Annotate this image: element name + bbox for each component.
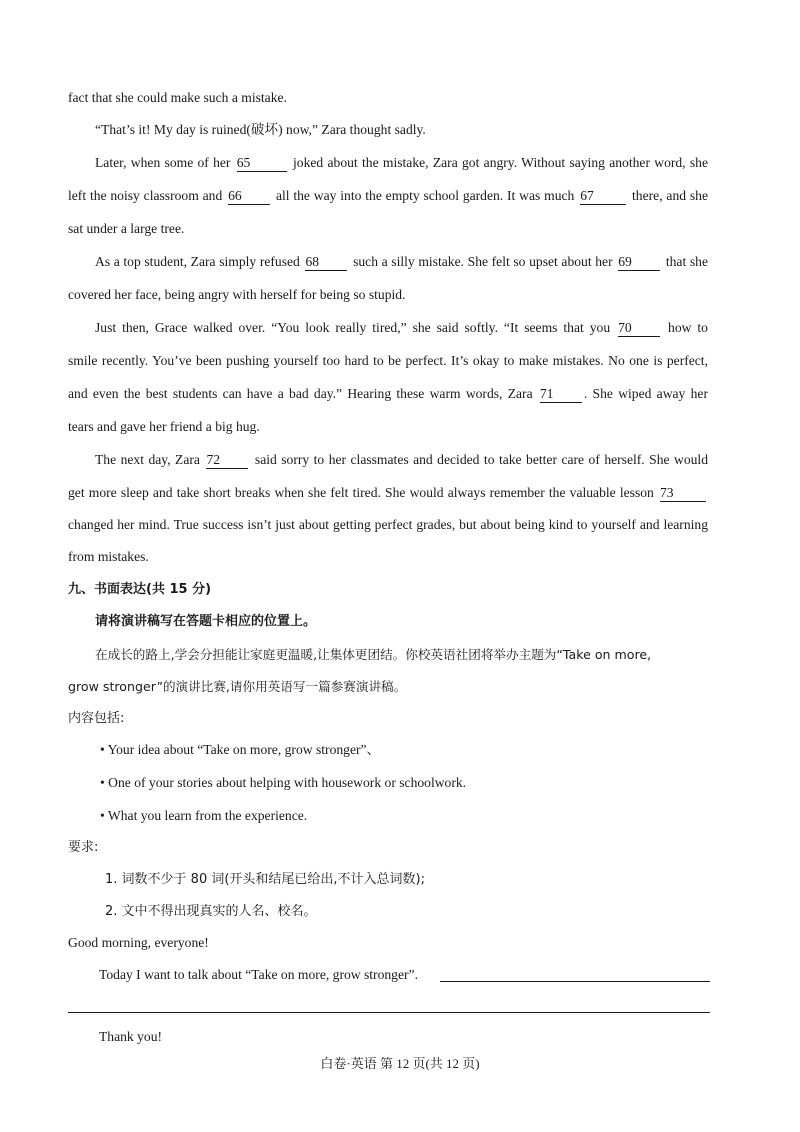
passage-text: covered her face, being angry with herself for being so stupid. bbox=[68, 287, 406, 302]
passage-text: “That’s it! My day is ruined(破坏) now,” Zara thought sadly. bbox=[95, 122, 426, 137]
passage-text: The next day, Zara bbox=[95, 452, 200, 467]
blank-73: 73 bbox=[660, 485, 706, 502]
content-bullet: • What you learn from the experience. bbox=[100, 808, 308, 823]
passage-text: sat under a large tree. bbox=[68, 221, 185, 236]
passage-line bbox=[68, 186, 708, 206]
passage-line bbox=[95, 252, 708, 272]
passage-text: such a silly mistake. She felt so upset about her bbox=[353, 254, 613, 269]
page-footer: 白卷·英语 第 12 页(共 12 页) bbox=[320, 1056, 480, 1071]
passage-line bbox=[68, 285, 708, 305]
passage-text: joked about the mistake, Zara got angry. Without saying another word, she bbox=[293, 155, 708, 170]
passage-text: tears and gave her friend a big hug. bbox=[68, 419, 260, 434]
instruction: 请将演讲稿写在答题卡相应的位置上。 bbox=[95, 614, 317, 629]
passage-text: that she bbox=[665, 254, 708, 269]
blank-65: 65 bbox=[237, 155, 287, 172]
passage-line bbox=[68, 417, 708, 437]
blank-69: 69 bbox=[618, 254, 660, 271]
speech-opening: Today I want to talk about “Take on more, grow stronger”. bbox=[99, 967, 418, 982]
requirements-label: 要求: bbox=[68, 840, 99, 855]
passage-line bbox=[68, 88, 708, 108]
answer-line bbox=[68, 1012, 710, 1013]
blank-70: 70 bbox=[618, 320, 660, 337]
content-label: 内容包括: bbox=[68, 711, 125, 726]
passage-line bbox=[68, 351, 708, 371]
passage-text: all the way into the empty school garden. It was much bbox=[275, 188, 575, 203]
section-title: 九、书面表达(共 15 分) bbox=[68, 582, 212, 597]
passage-text: changed her mind. True success isn’t just about getting perfect grades, but about being kind to yourself and learning bbox=[68, 517, 708, 532]
passage-text: from mistakes. bbox=[68, 549, 149, 564]
passage-text: Just then, Grace walked over. “You look really tired,” she said softly. “It seems that you bbox=[95, 320, 611, 335]
requirement-item: 1. 词数不少于 80 词(开头和结尾已给出,不计入总词数); bbox=[105, 872, 425, 887]
requirement-item: 2. 文中不得出现真实的人名、校名。 bbox=[105, 904, 317, 919]
passage-line bbox=[95, 120, 708, 140]
passage-text: get more sleep and take short breaks when she felt tired. She would always remember the valuable lesson bbox=[68, 485, 654, 500]
passage-text: fact that she could make such a mistake. bbox=[68, 90, 287, 105]
passage-text: said sorry to her classmates and decided to take better care of herself. She would bbox=[254, 452, 708, 467]
blank-67: 67 bbox=[580, 188, 626, 205]
prompt-line: 在成长的路上,学会分担能让家庭更温暖,让集体更团结。你校英语社团将举办主题为“Take on more, bbox=[95, 647, 652, 662]
passage-line bbox=[95, 318, 708, 338]
passage-line bbox=[68, 483, 708, 503]
passage-line bbox=[68, 515, 708, 535]
blank-66: 66 bbox=[228, 188, 270, 205]
blank-72: 72 bbox=[206, 452, 248, 469]
content-bullet: • Your idea about “Take on more, grow stronger”、 bbox=[100, 742, 381, 757]
speech-closing: Thank you! bbox=[99, 1029, 163, 1044]
prompt-line: grow stronger”的演讲比赛,请你用英语写一篇参赛演讲稿。 bbox=[68, 679, 407, 694]
passage-text: how to bbox=[668, 320, 708, 335]
passage-text: Later, when some of her bbox=[95, 155, 231, 170]
passage-text: there, and she bbox=[632, 188, 709, 203]
blank-68: 68 bbox=[305, 254, 347, 271]
content-bullet: • One of your stories about helping with housework or schoolwork. bbox=[100, 775, 467, 790]
blank-71: 71 bbox=[540, 386, 582, 403]
answer-line bbox=[440, 981, 710, 982]
speech-greeting: Good morning, everyone! bbox=[68, 935, 209, 950]
passage-text: and even the best students can have a bad day.” Hearing these warm words, Zara bbox=[68, 386, 533, 401]
passage-text: smile recently. You’ve been pushing yourself too hard to be perfect. It’s okay to make mistakes. No one is perfect, bbox=[68, 353, 708, 368]
passage-line bbox=[68, 547, 708, 567]
passage-line bbox=[95, 153, 708, 173]
passage-text: . She wiped away her bbox=[583, 386, 708, 401]
passage-line bbox=[68, 219, 708, 239]
passage-text: left the noisy classroom and bbox=[68, 188, 223, 203]
passage-line bbox=[68, 384, 708, 404]
passage-line bbox=[95, 450, 708, 470]
passage-text: As a top student, Zara simply refused bbox=[95, 254, 300, 269]
